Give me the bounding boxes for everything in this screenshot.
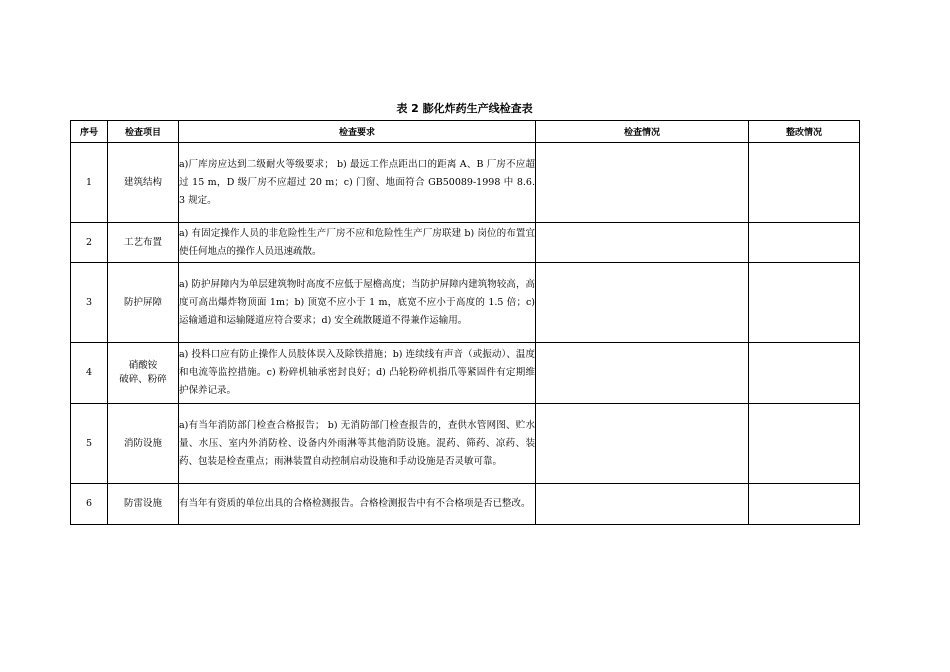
row-rectification-cell [749, 263, 860, 343]
row-status-cell [536, 343, 749, 404]
row-requirement: a) 投料口应有防止操作人员肢体误入及除铁措施；b) 连续线有声音（或振动）、温度和电流等监控措施。c) 粉碎机轴承密封良好；d) 凸轮粉碎机指爪等紧固件有定期维护保养记录。 [179, 343, 536, 404]
row-requirement: 有当年有资质的单位出具的合格检测报告。合格检测报告中有不合格项是否已整改。 [179, 484, 536, 525]
row-requirement: a)厂库房应达到二级耐火等级要求； b) 最远工作点距出口的距离 A、B 厂房不应超过 15 m，D 级厂房不应超过 20 m；c) 门窗、地面符合 GB50089-1998 中 8.6. 3 规定。 [179, 143, 536, 223]
row-requirement: a)有当年消防部门检查合格报告； b) 无消防部门检查报告的，查供水管网图、贮水量、水压、室内外消防栓、设备内外雨淋等其他消防设施。混药、筛药、凉药、装药、包装是检查重点；雨淋装置自动控制启动设施和手动设施是否灵敏可靠。 [179, 404, 536, 484]
row-requirement: a) 有固定操作人员的非危险性生产厂房不应和危险性生产厂房联建 b) 岗位的布置宜使任何地点的操作人员迅速疏散。 [179, 223, 536, 263]
row-item: 消防设施 [108, 404, 179, 484]
row-item-line: 硝酸铵 [128, 360, 158, 371]
row-num: 1 [71, 143, 108, 223]
row-item: 建筑结构 [108, 143, 179, 223]
row-status-cell [536, 404, 749, 484]
row-requirement: a) 防护屏障内为单层建筑物时高度不应低于屋檐高度；当防护屏障内建筑物较高，高度可高出爆炸物顶面 1m；b) 顶宽不应小于 1 m，底宽不应小于高度的 1.5 倍；c) 运输通道和运输隧道应符合要求；d) 安全疏散隧道不得兼作运输用。 [179, 263, 536, 343]
header-num: 序号 [71, 121, 108, 143]
inspection-table [70, 120, 860, 525]
table-title: 表 2 膨化炸药生产线检查表 [396, 102, 533, 115]
row-item: 防护屏障 [108, 263, 179, 343]
row-num: 4 [71, 343, 108, 404]
row-rectification-cell [749, 484, 860, 525]
table-row [71, 484, 860, 525]
row-status-cell [536, 143, 749, 223]
row-item: 防雷设施 [108, 484, 179, 525]
row-num: 5 [71, 404, 108, 484]
row-status-cell [536, 223, 749, 263]
row-num: 6 [71, 484, 108, 525]
row-rectification-cell [749, 223, 860, 263]
table-row [71, 343, 860, 404]
header-item: 检查项目 [108, 121, 179, 143]
row-rectification-cell [749, 343, 860, 404]
table-row [71, 404, 860, 484]
row-num: 2 [71, 223, 108, 263]
table-row [71, 223, 860, 263]
header-rectification: 整改情况 [749, 121, 860, 143]
table-header-row [71, 121, 860, 143]
table-row [71, 263, 860, 343]
row-item-line: 破碎、粉碎 [119, 374, 167, 385]
row-item: 工艺布置 [108, 223, 179, 263]
table-row [71, 143, 860, 223]
row-status-cell [536, 484, 749, 525]
header-status: 检查情况 [536, 121, 749, 143]
row-rectification-cell [749, 404, 860, 484]
row-num: 3 [71, 263, 108, 343]
header-requirement: 检查要求 [179, 121, 536, 143]
row-item [108, 343, 179, 404]
row-status-cell [536, 263, 749, 343]
row-rectification-cell [749, 143, 860, 223]
